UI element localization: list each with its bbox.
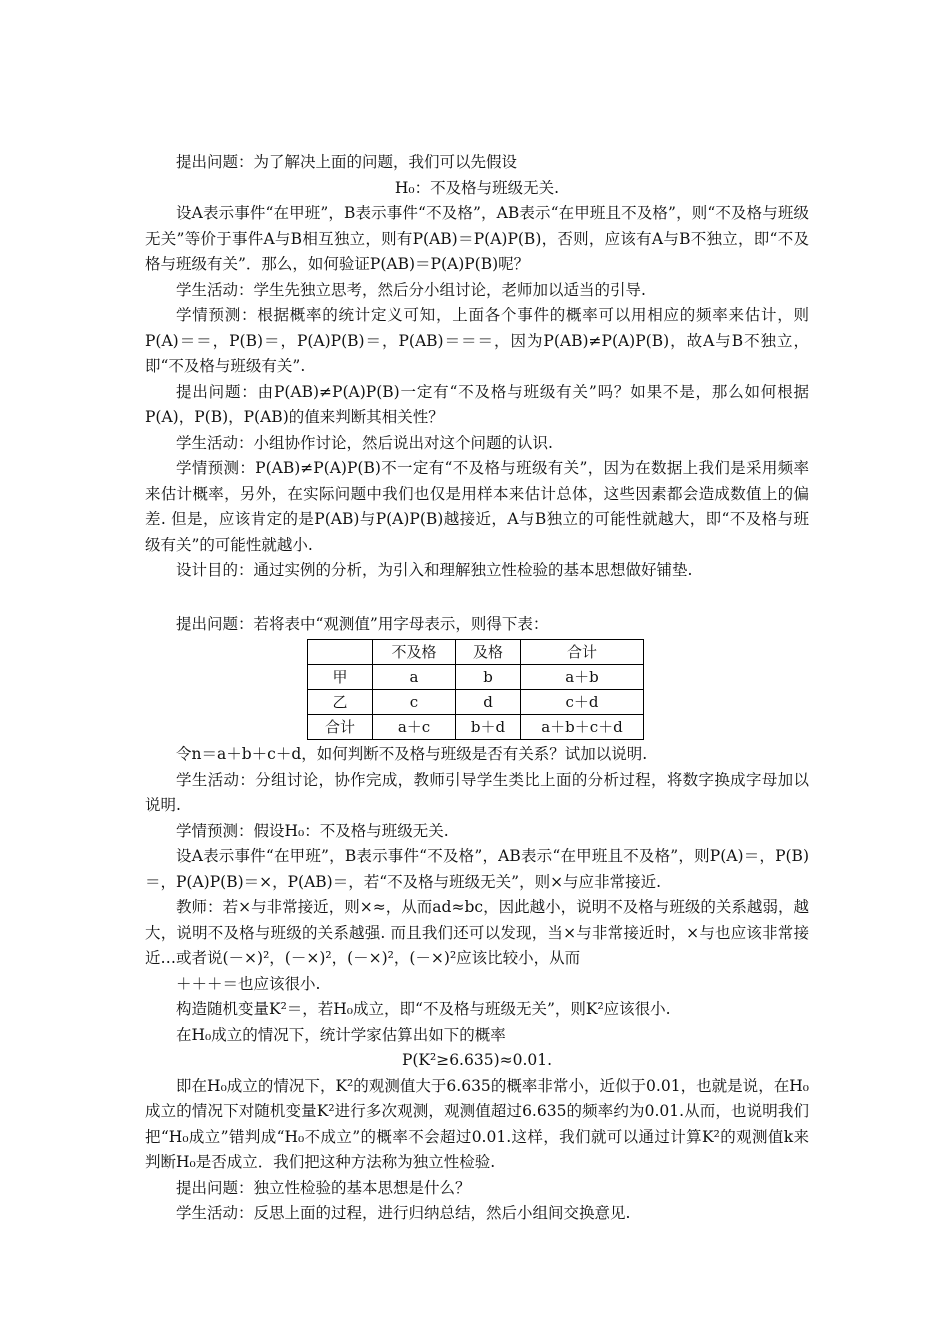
table-row xyxy=(308,715,644,740)
table-header-cell: 不及格 xyxy=(373,640,456,665)
paragraph-prediction-3: 学情预测：假设H₀：不及格与班级无关. xyxy=(176,821,449,840)
paragraph-sum-small: ＋＋＋＝也应该很小. xyxy=(176,974,321,993)
paragraph-h0-condition: 在H₀成立的情况下，统计学家估算出如下的概率 xyxy=(176,1025,506,1044)
paragraph-prediction-2: 学情预测：P(AB)≠P(A)P(B)不一定有“不及格与班级有关”，因为在数据上我们是采用频率来估计概率，另外，在实际问题中我们也仅是用样本来估计总体，这些因素都会造成数值上的偏差. 但是，应该肯定的是P(AB)与P(A)P(B)越接近，A与B独立的可能性就越大，即“不及格与班级有关”的可能性就越小. xyxy=(145,459,809,554)
formula-probability: P(K²≥6.635)≈0.01. xyxy=(401,1051,553,1069)
table-row xyxy=(308,665,644,690)
table-cell: c＋d xyxy=(521,690,644,715)
blank-gap xyxy=(145,584,809,612)
paragraph-construct-k2: 构造随机变量K²＝，若H₀成立，即“不及格与班级无关”，则K²应该很小. xyxy=(176,1000,671,1018)
paragraph-teacher: 教师：若×与非常接近，则×≈，从而ad≈bc，因此越小，说明不及格与班级的关系越弱，越大，说明不及格与班级的关系越强. 而且我们还可以发现，当×与非常接近时，×与也应该非常接近…或者说(－×)²，(－×)²，(－×)²，(－×)²应该比较小，从而 xyxy=(145,898,809,967)
table-cell: b＋d xyxy=(456,715,521,740)
paragraph-event-definition: 设A表示事件“在甲班”，B表示事件“不及格”，AB表示“在甲班且不及格”，则“不及格与班级无关”等价于事件A与B相互独立，则有P(AB)＝P(A)P(B)，否则，应该有A与B不独立，即“不及格与班级有关”．那么，如何验证P(AB)＝P(A)P(B)呢？ xyxy=(145,204,809,273)
table-cell: a＋b xyxy=(521,665,644,690)
table-header-cell: 及格 xyxy=(456,640,521,665)
paragraph-design-purpose: 设计目的：通过实例的分析，为引入和理解独立性检验的基本思想做好铺垫. xyxy=(176,561,693,579)
table-cell: a＋c xyxy=(373,715,456,740)
paragraph-prediction-1: 学情预测：根据概率的统计定义可知，上面各个事件的概率可以用相应的频率来估计，则P(A)＝＝，P(B)＝，P(A)P(B)＝，P(AB)＝＝＝，因为P(AB)≠P(A)P(B)，故A与B不独立，即“不及格与班级有关”. xyxy=(145,306,809,375)
table-header-cell xyxy=(308,640,373,665)
table-cell: 乙 xyxy=(308,690,373,715)
table-cell: c xyxy=(373,690,456,715)
paragraph-raise-question-4: 提出问题：独立性检验的基本思想是什么？ xyxy=(176,1178,471,1197)
table-cell: 甲 xyxy=(308,665,373,690)
document-page xyxy=(145,150,809,1227)
table-header-row xyxy=(308,640,644,665)
paragraph-explanation: 即在H₀成立的情况下，K²的观测值大于6.635的概率非常小，近似于0.01，也就是说，在H₀成立的情况下对随机变量K²进行多次观测，观测值超过6.635的频率约为0.01.从而，也说明我们把“H₀成立”错判成“H₀不成立”的概率不会超过0.01.这样，我们就可以通过计算K²的观测值k来判断H₀是否成立．我们把这种方法称为独立性检验. xyxy=(145,1076,809,1171)
hypothesis-h0: H₀：不及格与班级无关. xyxy=(394,178,560,197)
table-header-cell: 合计 xyxy=(521,640,644,665)
table-cell: 合计 xyxy=(308,715,373,740)
paragraph-raise-question-hypothesis: 提出问题：为了解决上面的问题，我们可以先假设 xyxy=(176,153,518,171)
paragraph-student-activity-2: 学生活动：小组协作讨论，然后说出对这个问题的认识. xyxy=(176,433,553,452)
table-cell: b xyxy=(456,665,521,690)
paragraph-let-n: 令n＝a＋b＋c＋d，如何判断不及格与班级是否有关系？试加以说明. xyxy=(176,745,648,763)
paragraph-student-activity-3: 学生活动：分组讨论，协作完成，教师引导学生类比上面的分析过程，将数字换成字母加以说明. xyxy=(145,770,809,814)
paragraph-raise-question-3: 提出问题：若将表中“观测值”用字母表示，则得下表： xyxy=(176,614,549,633)
table-cell: a＋b＋c＋d xyxy=(521,715,644,740)
paragraph-raise-question-2: 提出问题：由P(AB)≠P(A)P(B)一定有“不及格与班级有关”吗？如果不是，那么如何根据P(A)，P(B)，P(AB)的值来判断其相关性？ xyxy=(145,382,809,426)
paragraph-student-activity-1: 学生活动：学生先独立思考，然后分小组讨论，老师加以适当的引导. xyxy=(176,280,646,299)
table-cell: a xyxy=(373,665,456,690)
table-row xyxy=(308,690,644,715)
paragraph-student-activity-4: 学生活动：反思上面的过程，进行归纳总结，然后小组间交换意见. xyxy=(176,1204,631,1222)
table-cell: d xyxy=(456,690,521,715)
contingency-table xyxy=(307,639,644,740)
paragraph-event-definition-2: 设A表示事件“在甲班”，B表示事件“不及格”，AB表示“在甲班且不及格”，则P(A)＝，P(B)＝，P(A)P(B)＝×，P(AB)＝，若“不及格与班级无关”，则×与应非常接近. xyxy=(145,847,809,891)
